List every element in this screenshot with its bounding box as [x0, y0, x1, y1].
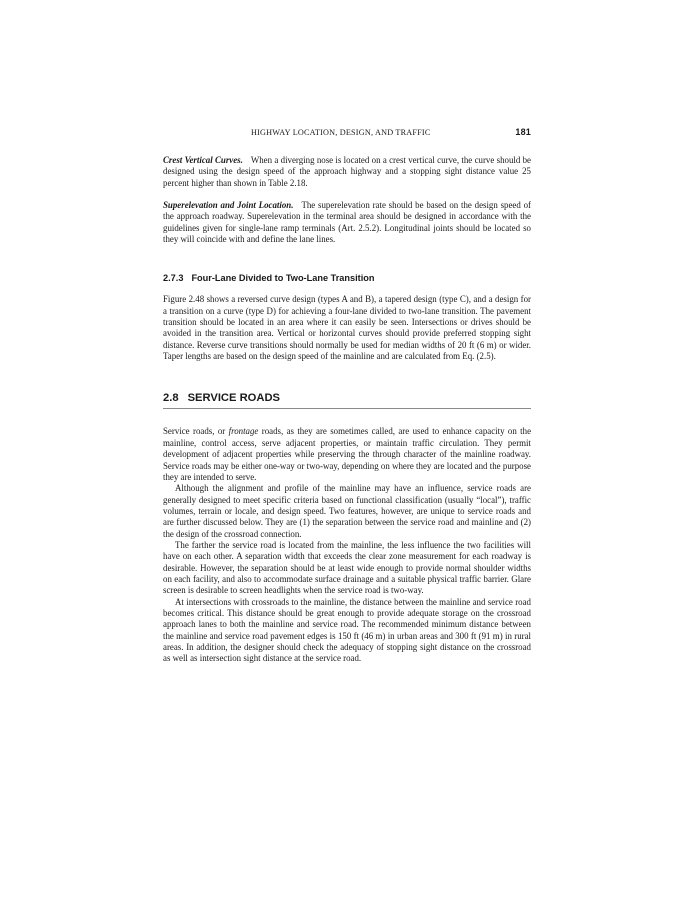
paragraph-crest-vertical-curves	[163, 155, 531, 189]
paragraph-service-roads-4: At intersections with crossroads to the mainline, the distance between the mainline and service road becomes critical. This distance should be great enough to provide adequate storage on the crossroad approach lanes to both the mainline and service road. The recommended minimum distance between the mainline and service road pavement edges is 150 ft (46 m) in urban areas and 300 ft (91 m) in rural areas. In addition, the designer should check the adequacy of stopping sight distance on the crossroad as well as intersection sight distance at the service road.	[163, 596, 531, 664]
section-heading-2-8	[163, 391, 531, 409]
section-number-2-7-3: 2.7.3	[163, 273, 184, 284]
book-page	[163, 127, 531, 665]
paragraph-service-roads-2: Although the alignment and profile of the mainline may have an influence, service roads are generally designed to meet specific criteria based on functional classification (usually “local”), traffic volumes, terrain or locale, and design speed. Two features, however, are unique to service roads and are further discussed below. They are (1) the separation between the service road and mainline and (2) the design of the crossroad connection.	[163, 483, 531, 539]
section-title-2-8: SERVICE ROADS	[187, 392, 280, 405]
emphasis-frontage: frontage	[228, 426, 259, 437]
paragraph-four-lane-transition: Figure 2.48 shows a reversed curve design (types A and B), a tapered design (type C), and a design for a transition on a curve (type D) for achieving a four-lane divided to two-lane transition. The pavement transition should be located in an area where it can easily be seen. Intersections or drives should be avoided in the transition area. Vertical or horizontal curves should provide preferred stopping sight distance. Reverse curve transitions should normally be used for median widths of 20 ft (6 m) or wider. Taper lengths are based on the design speed of the mainline and are calculated from Eq. (2.5).	[163, 294, 531, 362]
superelevation-text: The superelevation rate should be based on the design speed of the approach roadway. Superelevation in the terminal area should be designed in accordance with the guidelines given for single-lane ramp terminals (Art. 2.5.2). Longitudinal joints should be located so they will coincide with and define the lane lines.	[163, 200, 531, 245]
running-header	[163, 127, 531, 141]
page-number: 181	[515, 127, 531, 137]
runin-heading-crest: Crest Vertical Curves.	[163, 155, 243, 165]
running-title: HIGHWAY LOCATION, DESIGN, AND TRAFFIC	[251, 128, 431, 137]
paragraph-superelevation	[163, 200, 531, 245]
paragraph-service-roads-1: Service roads, or frontage roads, as they are sometimes called, are used to enhance capacity on the mainline, control access, serve adjacent properties, or maintain traffic circulation. They permit development of adjacent properties while preserving the through character of the mainline roadway. Service roads may be either one-way or two-way, depending on where they are located and the purpose they are intended to serve.	[163, 426, 532, 482]
section-title-2-7-3: Four-Lane Divided to Two-Lane Transition	[191, 273, 375, 284]
section-heading-2-7-3	[163, 272, 531, 284]
runin-heading-superelevation: Superelevation and Joint Location.	[163, 200, 294, 211]
section-number-2-8: 2.8	[163, 392, 179, 405]
paragraph-service-roads-3: The farther the service road is located from the mainline, the less influence the two facilities will have on each other. A separation width that exceeds the clear zone measurement for each roadway is desirable. However, the separation should be at least wide enough to provide normal shoulder widths on each facility, and also to accommodate surface drainage and a suitable physical traffic barrier. Glare screen is desirable to screen headlights when the service road is two-way.	[163, 539, 531, 596]
crest-text: When a diverging nose is located on a crest vertical curve, the curve should be designed using the design speed of the approach highway and a stopping sight distance value 25 percent higher than shown in Table 2.18.	[163, 155, 531, 188]
